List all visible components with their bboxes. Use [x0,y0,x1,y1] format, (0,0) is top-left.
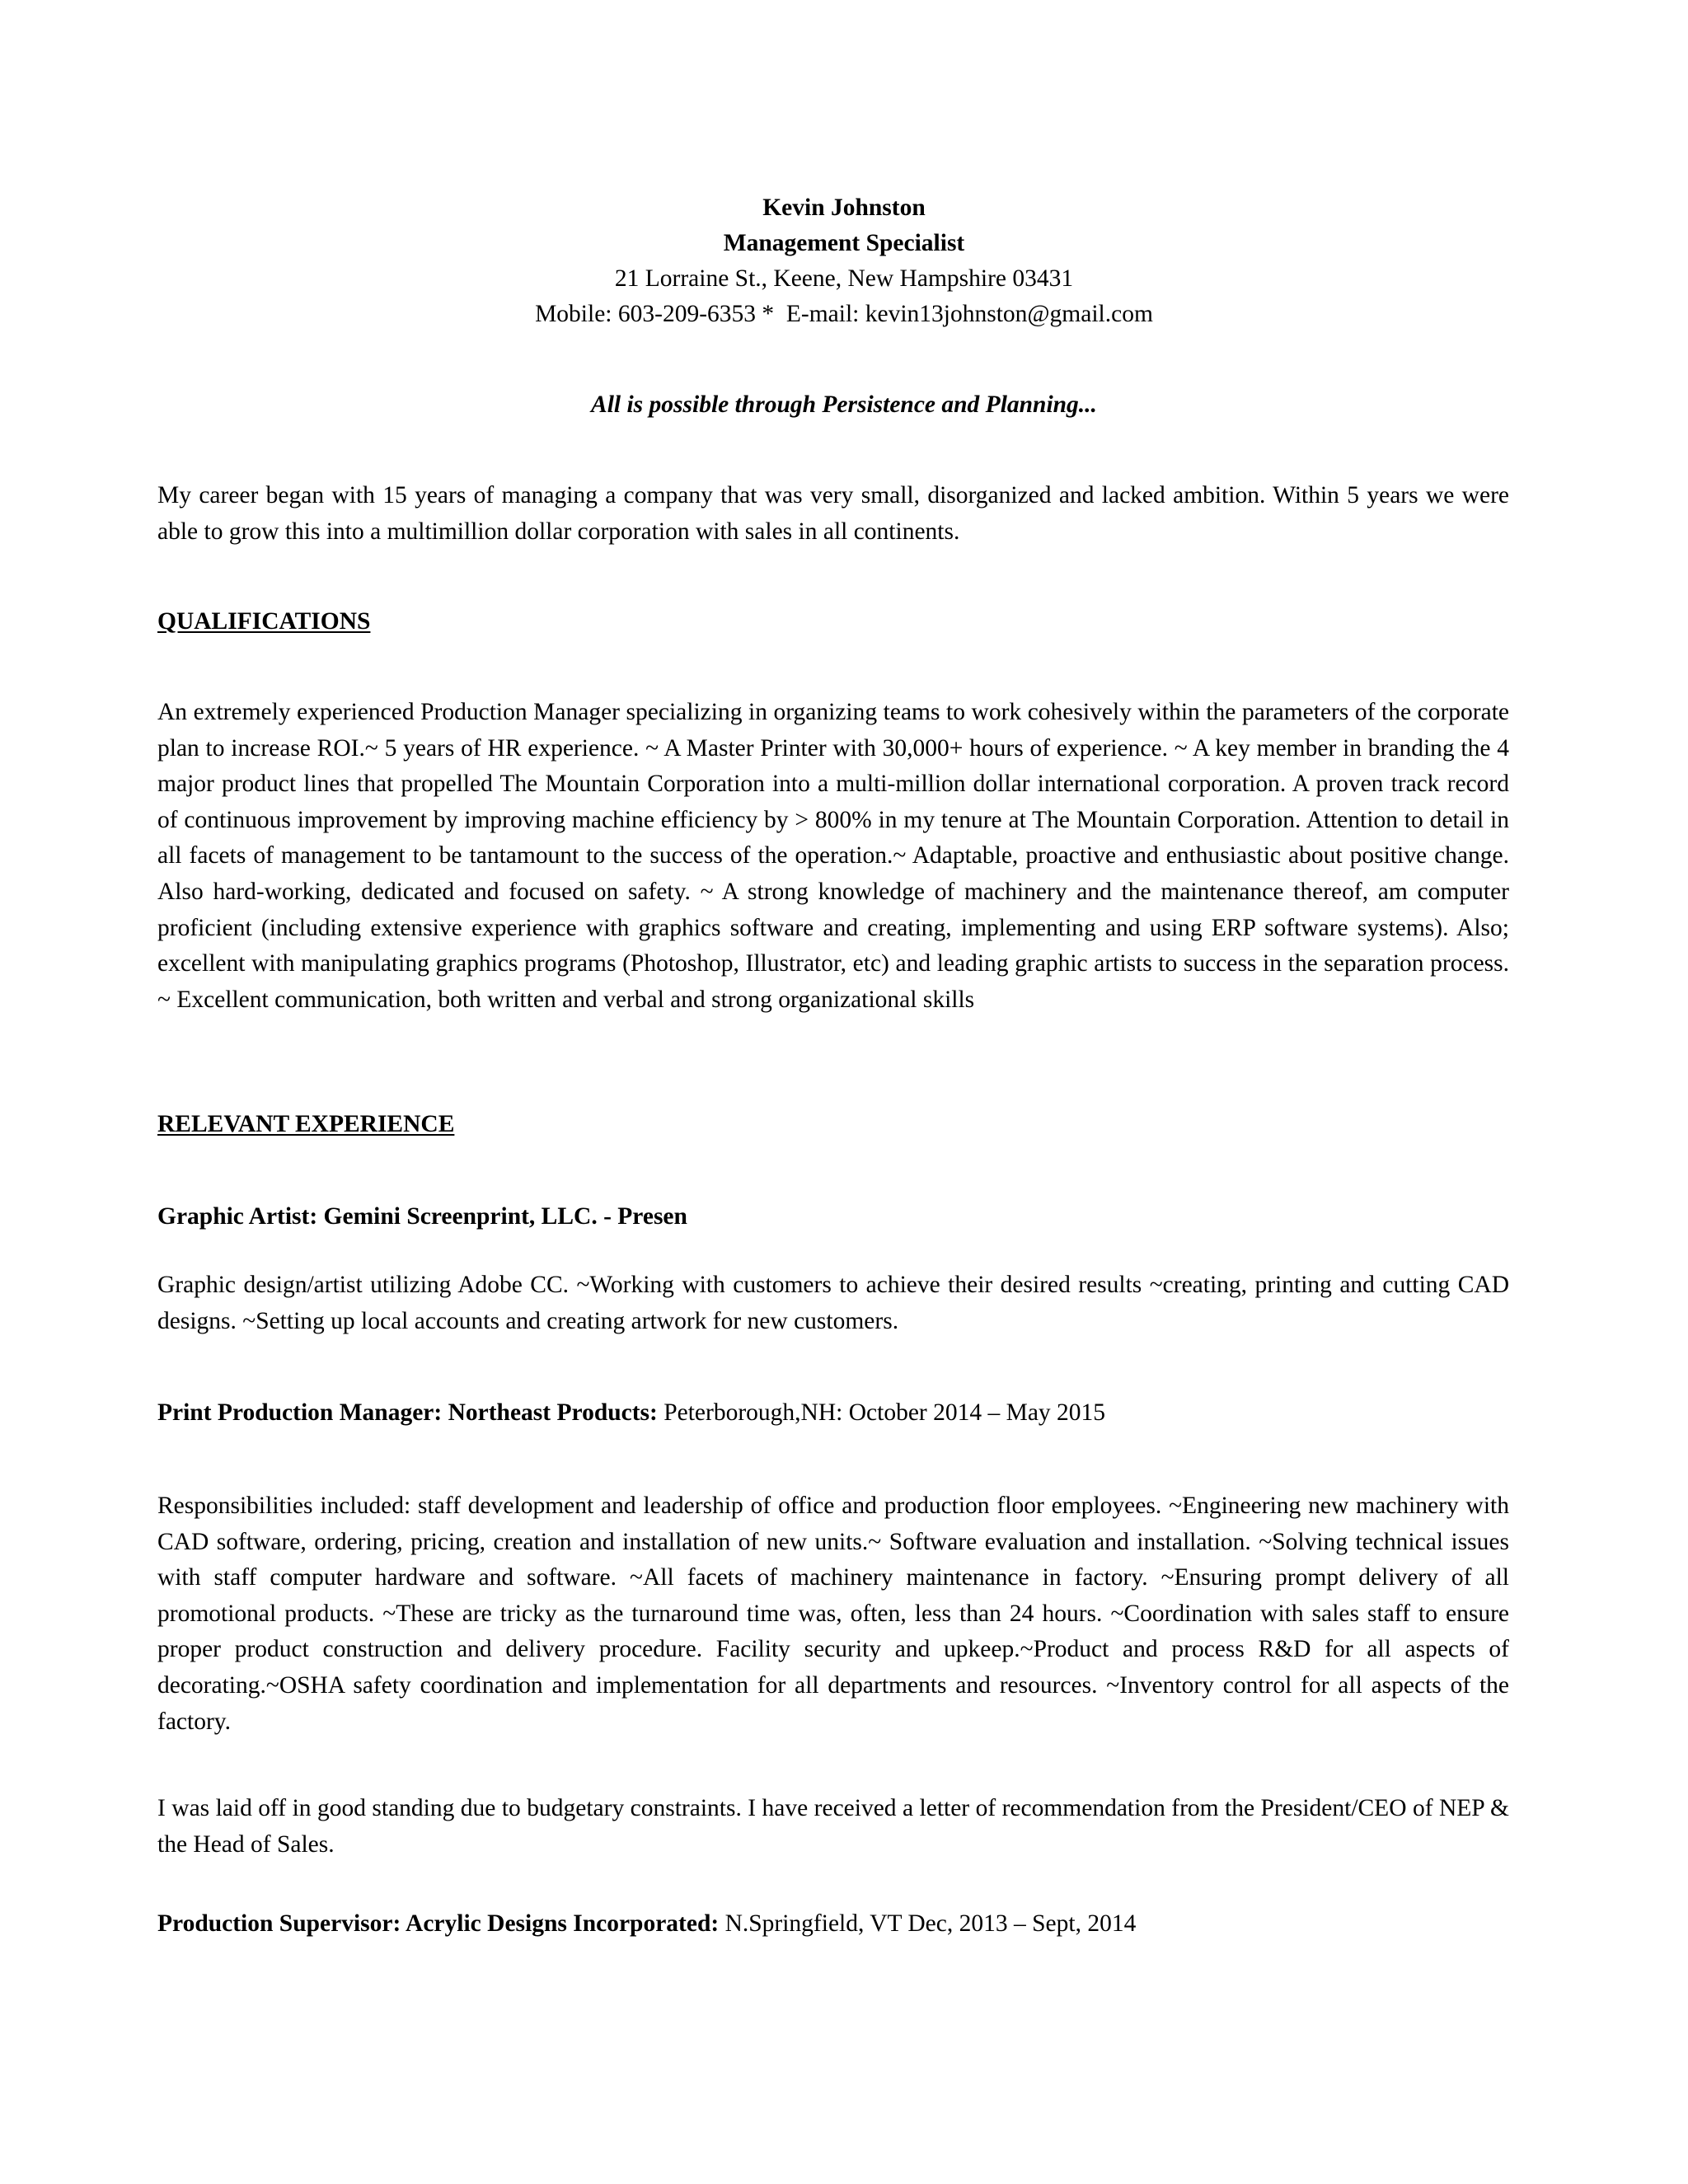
job-details-acrylic: N.Springfield, VT Dec, 2013 – Sept, 2014 [719,1910,1137,1937]
qualifications-paragraph: An extremely experienced Production Manager specializing in organizing teams to work cohesively within the parameters of the corporate plan to increase ROI.~ 5 years of HR experience. ~ A Master Printer with 30,000+ hours of experience. ~ A key member in branding the 4 major product lines that propelled The Mountain Corporation into a multi-million dollar international corporation. A proven track record of continuous improvement by improving machine efficiency by > 800% in my tenure at The Mountain Corporation. Attention to detail in all facets of management to be tantamount to the success of the operation.~ Adaptable, proactive and enthusiastic about positive change. Also hard-working, dedicated and focused on safety. ~ A strong knowledge of machinery and the maintenance thereof, am computer proficient (including extensive experience with graphics software and creating, implementing and using ERP software systems). Also; excellent with manipulating graphics programs (Photoshop, Illustrator, etc) and leading graphic artists to success in the separation process. ~ Excellent communication, both written and verbal and strong organizational skills [157,699,1509,1013]
candidate-contact: Mobile: 603-209-6353 * E-mail: kevin13johnston@gmail.com [535,301,1153,327]
candidate-name: Kevin Johnston [762,194,926,221]
job-title-acrylic: Production Supervisor: Acrylic Designs Incorporated: [157,1910,720,1937]
job-heading-northeast [157,1398,1105,1427]
candidate-title: Management Specialist [723,230,965,256]
job-description-gemini: Graphic design/artist utilizing Adobe CC. ~Working with customers to achieve their desired results ~creating, printing and cutting CAD designs. ~Setting up local accounts and creating artwork for new customers. [157,1272,1509,1334]
experience-heading: RELEVANT EXPERIENCE [157,1111,455,1137]
candidate-address: 21 Lorraine St., Keene, New Hampshire 03431 [614,265,1074,292]
job-heading-acrylic [157,1909,1136,1938]
job-note-northeast: I was laid off in good standing due to budgetary constraints. I have received a letter of recommendation from the President/CEO of NEP & the Head of Sales. [157,1795,1509,1858]
job-title-northeast: Print Production Manager: Northeast Products: [157,1399,658,1426]
job-description-northeast: Responsibilities included: staff development and leadership of office and production floor employees. ~Engineering new machinery with CAD software, ordering, pricing, creation and installation of new units.~ Software evaluation and installation. ~Solving technical issues with staff computer hardware and software. ~All facets of machinery maintenance in factory. ~Ensuring prompt delivery of all promotional products. ~These are tricky as the turnaround time was, often, less than 24 hours. ~Coordination with sales staff to ensure proper product construction and delivery procedure. Facility security and upkeep.~Product and process R&D for all aspects of decorating.~OSHA safety coordination and implementation for all departments and resources. ~Inventory control for all aspects of the factory. [157,1493,1509,1735]
intro-paragraph: My career began with 15 years of managing a company that was very small, disorganized and lacked ambition. Within 5 years we were able to grow this into a multimillion dollar corporation with sales in all continents. [157,482,1509,545]
job-details-northeast: Peterborough,NH: October 2014 – May 2015 [657,1399,1106,1426]
job-title-gemini: Graphic Artist: Gemini Screenprint, LLC. - Presen [157,1203,687,1230]
motto: All is possible through Persistence and Planning... [591,391,1097,418]
qualifications-heading: QUALIFICATIONS [157,608,371,635]
